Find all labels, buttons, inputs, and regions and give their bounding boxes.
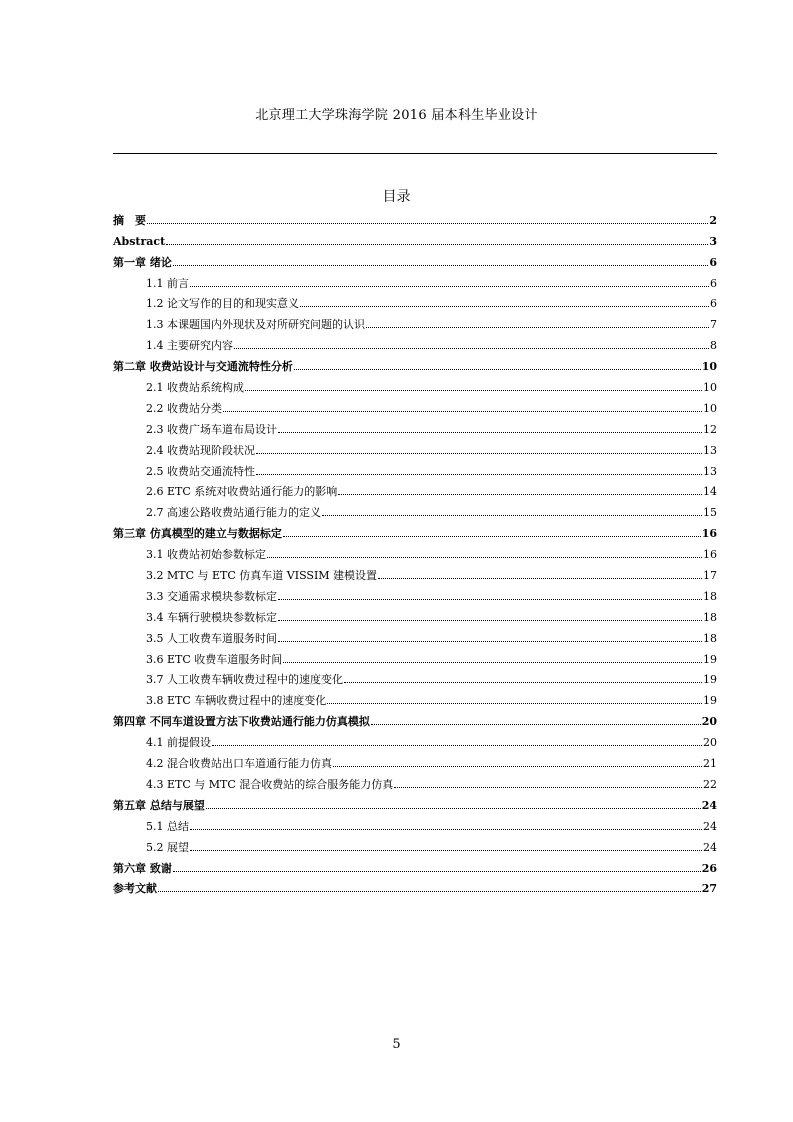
toc-entry-label: 4.2 混合收费站出口车道通行能力仿真	[146, 757, 332, 771]
toc-dot-leader	[256, 474, 702, 475]
toc-dot-leader	[371, 724, 701, 725]
toc-section-entry[interactable]	[113, 540, 717, 561]
toc-section-entry[interactable]	[113, 645, 717, 666]
toc-entry-label: 4.3 ETC 与 MTC 混合收费站的综合服务能力仿真	[146, 777, 394, 791]
toc-entry-page: 3	[709, 234, 717, 248]
toc-entry-page: 18	[703, 589, 717, 603]
toc-entry-page: 19	[703, 694, 717, 708]
toc-entry-label: 3.1 收费站初始参数标定	[146, 548, 266, 562]
header-divider	[113, 153, 717, 154]
toc-section-entry[interactable]	[113, 728, 717, 749]
toc-section-entry[interactable]	[113, 603, 717, 624]
toc-entry-page: 15	[703, 506, 717, 520]
toc-entry-label: 1.2 论文写作的目的和现实意义	[146, 297, 299, 311]
toc-dot-leader	[158, 891, 701, 892]
toc-entry-label: 3.3 交通需求模块参数标定	[146, 589, 277, 603]
toc-section-entry[interactable]	[113, 415, 717, 436]
toc-entry-page: 19	[703, 673, 717, 687]
toc-entry-page: 12	[703, 422, 717, 436]
toc-dot-leader	[322, 515, 702, 516]
toc-dot-leader	[338, 494, 702, 495]
toc-section-entry[interactable]	[113, 812, 717, 833]
toc-dot-leader	[190, 850, 702, 851]
toc-chapter-entry[interactable]	[113, 854, 717, 875]
toc-dot-leader	[166, 244, 708, 245]
toc-entry-label: 2.1 收费站系统构成	[146, 381, 244, 395]
toc-dot-leader	[190, 829, 702, 830]
toc-entry-page: 6	[710, 276, 717, 290]
toc-entry-label: 参考文献	[113, 882, 157, 896]
toc-dot-leader	[394, 787, 702, 788]
toc-dot-leader	[283, 536, 701, 537]
toc-entry-page: 24	[703, 819, 717, 833]
toc-dot-leader	[344, 682, 702, 683]
toc-chapter-entry[interactable]	[113, 248, 717, 269]
toc-entry-page: 24	[701, 798, 717, 812]
toc-section-entry[interactable]	[113, 582, 717, 603]
toc-entry-label: 2.2 收费站分类	[146, 401, 222, 415]
toc-chapter-entry[interactable]	[113, 875, 717, 896]
toc-dot-leader	[327, 703, 702, 704]
toc-entry-label: 3.7 人工收费车辆收费过程中的速度变化	[146, 673, 343, 687]
toc-entry-label: 第一章 绪论	[113, 255, 172, 269]
toc-dot-leader	[278, 641, 702, 642]
toc-dot-leader	[190, 286, 709, 287]
toc-entry-page: 10	[703, 381, 717, 395]
toc-dot-leader	[256, 453, 702, 454]
toc-entry-page: 20	[701, 715, 717, 729]
toc-entry-label: 1.4 主要研究内容	[146, 339, 233, 353]
toc-section-entry[interactable]	[113, 770, 717, 791]
toc-entry-label: 4.1 前提假设	[146, 736, 211, 750]
toc-dot-leader	[267, 557, 702, 558]
toc-section-entry[interactable]	[113, 686, 717, 707]
toc-entry-page: 22	[703, 777, 717, 791]
toc-dot-leader	[378, 578, 702, 579]
toc-section-entry[interactable]	[113, 331, 717, 352]
toc-section-entry[interactable]	[113, 833, 717, 854]
toc-entry-page: 2	[709, 213, 717, 227]
toc-dot-leader	[294, 369, 701, 370]
toc-dot-leader	[212, 745, 702, 746]
toc-chapter-entry[interactable]	[113, 519, 717, 540]
toc-entry-page: 13	[703, 443, 717, 457]
toc-chapter-entry[interactable]	[113, 206, 717, 227]
toc-entry-label: 3.5 人工收费车道服务时间	[146, 631, 277, 645]
toc-section-entry[interactable]	[113, 666, 717, 687]
toc-section-entry[interactable]	[113, 749, 717, 770]
toc-entry-page: 19	[703, 652, 717, 666]
toc-dot-leader	[206, 808, 701, 809]
page-number: 5	[392, 1037, 401, 1052]
toc-entry-label: 第三章 仿真模型的建立与数据标定	[113, 527, 282, 541]
toc-entry-page: 8	[710, 339, 717, 353]
toc-entry-page: 10	[701, 360, 717, 374]
toc-entry-label: 2.7 高速公路收费站通行能力的定义	[146, 506, 321, 520]
toc-entry-label: 第六章 致谢	[113, 861, 172, 875]
toc-section-entry[interactable]	[113, 269, 717, 290]
toc-entry-label: 第二章 收费站设计与交通流特性分析	[113, 360, 293, 374]
toc-entry-label: 5.1 总结	[146, 819, 189, 833]
toc-section-entry[interactable]	[113, 290, 717, 311]
toc-entry-page: 6	[710, 297, 717, 311]
toc-entry-label: 摘 要	[113, 213, 146, 227]
toc-entry-page: 26	[701, 861, 717, 875]
toc-dot-leader	[234, 348, 709, 349]
toc-entry-page: 16	[703, 548, 717, 562]
toc-section-entry[interactable]	[113, 457, 717, 478]
toc-entry-page: 17	[703, 569, 717, 583]
toc-section-entry[interactable]	[113, 498, 717, 519]
toc-entry-label: Abstract	[113, 234, 166, 248]
toc-dot-leader	[300, 306, 709, 307]
page-header-title: 北京理工大学珠海学院 2016 届本科生毕业设计	[255, 108, 538, 123]
toc-entry-page: 6	[709, 255, 717, 269]
toc-entry-page: 27	[701, 882, 717, 896]
toc-entry-page: 7	[710, 318, 717, 332]
toc-dot-leader	[283, 662, 702, 663]
toc-entry-label: 3.2 MTC 与 ETC 仿真车道 VISSIM 建模设置	[146, 569, 378, 583]
toc-dot-leader	[366, 327, 709, 328]
toc-chapter-entry[interactable]	[113, 791, 717, 812]
toc-section-entry[interactable]	[113, 436, 717, 457]
toc-section-entry[interactable]	[113, 394, 717, 415]
toc-section-entry[interactable]	[113, 373, 717, 394]
toc-entry-page: 20	[703, 736, 717, 750]
toc-entry-label: 3.6 ETC 收费车道服务时间	[146, 652, 283, 666]
toc-entry-page: 18	[703, 610, 717, 624]
toc-section-entry[interactable]	[113, 624, 717, 645]
toc-section-entry[interactable]	[113, 478, 717, 499]
toc-entry-page: 21	[703, 757, 717, 771]
toc-dot-leader	[333, 766, 702, 767]
toc-entry-label: 第四章 不同车道设置方法下收费站通行能力仿真模拟	[113, 715, 370, 729]
toc-dot-leader	[173, 265, 709, 266]
toc-entry-label: 3.8 ETC 车辆收费过程中的速度变化	[146, 694, 327, 708]
toc-entry-label: 2.6 ETC 系统对收费站通行能力的影响	[146, 485, 338, 499]
toc-title: 目录	[382, 189, 411, 205]
table-of-contents	[113, 206, 717, 895]
toc-dot-leader	[278, 599, 702, 600]
toc-entry-label: 5.2 展望	[146, 840, 189, 854]
toc-chapter-entry[interactable]	[113, 352, 717, 373]
toc-dot-leader	[278, 620, 702, 621]
toc-entry-label: 2.3 收费广场车道布局设计	[146, 422, 277, 436]
toc-section-entry[interactable]	[113, 561, 717, 582]
toc-section-entry[interactable]	[113, 310, 717, 331]
toc-dot-leader	[245, 390, 702, 391]
toc-entry-label: 第五章 总结与展望	[113, 798, 205, 812]
toc-entry-page: 18	[703, 631, 717, 645]
toc-entry-page: 13	[703, 464, 717, 478]
toc-dot-leader	[173, 871, 701, 872]
toc-chapter-entry[interactable]	[113, 227, 717, 248]
toc-dot-leader	[223, 411, 702, 412]
toc-entry-label: 3.4 车辆行驶模块参数标定	[146, 610, 277, 624]
toc-entry-label: 2.4 收费站现阶段状况	[146, 443, 255, 457]
toc-entry-page: 10	[703, 401, 717, 415]
toc-chapter-entry[interactable]	[113, 707, 717, 728]
toc-entry-page: 14	[703, 485, 717, 499]
toc-dot-leader	[278, 432, 702, 433]
toc-entry-page: 24	[703, 840, 717, 854]
toc-dot-leader	[147, 223, 708, 224]
toc-entry-label: 1.1 前言	[146, 276, 189, 290]
toc-entry-page: 16	[701, 527, 717, 541]
toc-entry-label: 1.3 本课题国内外现状及对所研究问题的认识	[146, 318, 365, 332]
toc-entry-label: 2.5 收费站交通流特性	[146, 464, 255, 478]
